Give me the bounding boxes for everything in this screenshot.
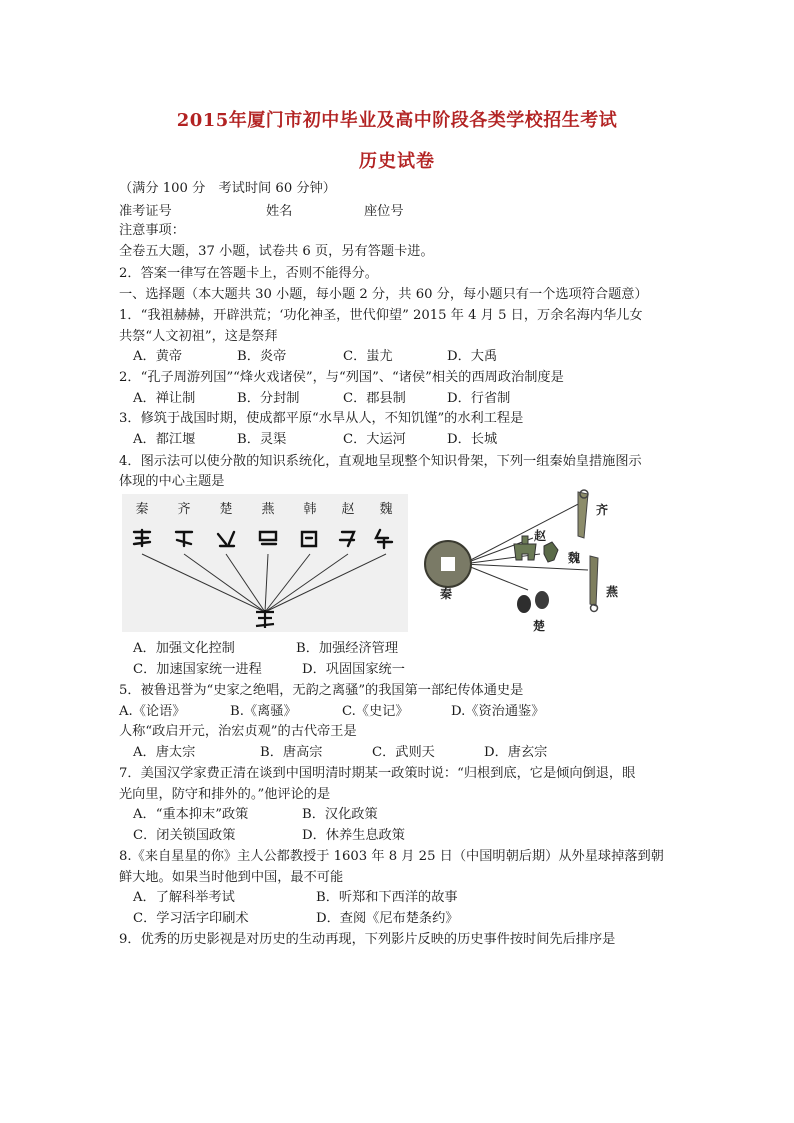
- q7-option-d: D．休养生息政策: [302, 828, 405, 843]
- q2-option-d: D．行省制: [447, 391, 511, 406]
- state-label-qin: 秦: [135, 502, 149, 517]
- q2-option-b: B．分封制: [237, 391, 300, 406]
- seat-label: 座位号: [364, 204, 404, 219]
- q5-option-d: D.《资治通鉴》: [451, 704, 545, 719]
- note-1: 全卷五大题，37 小题，试卷共 6 页，另有答题卡进。: [119, 244, 434, 259]
- q2-option-a: A．禅让制: [133, 391, 196, 406]
- exam-title: 2015年厦门市初中毕业及高中阶段各类学校招生考试: [176, 110, 618, 131]
- q6-option-c: C．武则天: [372, 745, 435, 760]
- q6-option-b: B．唐高宗: [260, 745, 323, 760]
- state-label-chu: 楚: [219, 502, 233, 517]
- q6-line1: 人称“政启开元，治宏贞观”的古代帝王是: [119, 724, 357, 739]
- q3-option-b: B．灵渠: [237, 432, 287, 447]
- q4-line2: 体现的中心主题是: [119, 474, 225, 489]
- q7-option-a: A．“重本抑末”政策: [133, 807, 249, 822]
- notes-heading: 注意事项：: [119, 223, 185, 238]
- q7-line1: 7．美国汉学家费正清在谈到中国明清时期某一政策时说：“归根到底，它是倾向倒退，眼: [119, 766, 636, 781]
- coin-label-zhao: 赵: [534, 529, 547, 543]
- coin-label-wei: 魏: [568, 551, 581, 565]
- q3-option-d: D．长城: [447, 432, 498, 447]
- q4-option-c: C．加速国家统一进程: [133, 662, 262, 677]
- q5-line1: 5．被鲁迅誉为“史家之绝唱，无韵之离骚”的我国第一部纪传体通史是: [119, 683, 524, 698]
- knife-coin-qi: [578, 490, 588, 538]
- q5-option-b: B.《离骚》: [230, 704, 297, 719]
- state-label-qi: 齐: [177, 502, 191, 517]
- state-label-han: 韩: [303, 502, 317, 517]
- section-heading: 一、选择题（本大题共 30 小题，每小题 2 分，共 60 分，每小题只有一个选项符合题意）: [119, 287, 648, 302]
- q1-option-b: B．炎帝: [237, 349, 287, 364]
- q3-option-a: A．都江堰: [133, 432, 196, 447]
- state-label-yan: 燕: [261, 502, 275, 517]
- q5-option-a: A.《论语》: [119, 704, 186, 719]
- q2-line1: 2．“孔子周游列国”“烽火戏诸侯”，与“列国”、“诸侯”相关的西周政治制度是: [119, 370, 564, 385]
- q7-line2: 光向里，防守和排外的。”他评论的是: [119, 787, 331, 802]
- q3-option-c: C．大运河: [343, 432, 406, 447]
- ant-nose-coins-chu: [517, 591, 549, 613]
- q7-option-b: B．汉化政策: [302, 807, 378, 822]
- knife-coin-yan: [590, 556, 598, 612]
- seal-script-unification-figure: [122, 494, 408, 632]
- q2-option-c: C．郡县制: [343, 391, 406, 406]
- ticket-label: 准考证号: [119, 204, 172, 219]
- exam-subtitle: 历史试卷: [359, 151, 435, 172]
- q4-option-a: A．加强文化控制: [133, 641, 235, 656]
- name-label: 姓名: [266, 204, 293, 219]
- q8-option-b: B．听郑和下西洋的故事: [316, 890, 458, 905]
- q1-option-c: C．蚩尤: [343, 349, 393, 364]
- coin-unification-figure: [418, 488, 626, 634]
- state-label-wei: 魏: [379, 502, 393, 517]
- q1-option-d: D．大禹: [447, 349, 498, 364]
- state-label-zhao: 赵: [341, 502, 355, 517]
- q1-option-a: A．黄帝: [133, 349, 183, 364]
- q3-line1: 3．修筑于战国时期，使成都平原“水旱从人，不知饥馑”的水利工程是: [119, 411, 524, 426]
- q6-option-a: A．唐太宗: [133, 745, 196, 760]
- score-time: （满分 100 分 考试时间 60 分钟）: [119, 181, 336, 196]
- q8-option-d: D．查阅《尼布楚条约》: [316, 911, 459, 926]
- note-2: 2．答案一律写在答题卡上，否则不能得分。: [119, 266, 378, 281]
- coin-label-qi: 齐: [596, 503, 609, 517]
- q8-line1: 8.《来自星星的你》主人公都教授于 1603 年 8 月 25 日（中国明朝后期）从外星球掉落到朝: [119, 849, 664, 864]
- q8-option-c: C．学习活字印刷术: [133, 911, 249, 926]
- q8-option-a: A．了解科举考试: [133, 890, 235, 905]
- q7-option-c: C．闭关锁国政策: [133, 828, 236, 843]
- ban-liang-coin: [425, 541, 471, 587]
- coin-label-chu: 楚: [533, 619, 546, 633]
- q6-option-d: D．唐玄宗: [484, 745, 548, 760]
- q5-option-c: C.《史记》: [342, 704, 409, 719]
- q4-line1: 4．图示法可以使分散的知识系统化，直观地呈现整个知识骨架，下列一组秦始皇措施图示: [119, 454, 642, 469]
- spade-coin-wei: [544, 542, 558, 562]
- q9-line1: 9．优秀的历史影视是对历史的生动再现，下列影片反映的历史事件按时间先后排序是: [119, 932, 616, 947]
- candidate-info-row: [119, 203, 404, 221]
- seal-glyph-unified: [256, 610, 274, 628]
- q4-option-b: B．加强经济管理: [296, 641, 399, 656]
- coin-label-qin: 秦: [440, 587, 453, 601]
- coin-label-yan: 燕: [606, 585, 619, 599]
- q4-option-d: D．巩固国家统一: [302, 662, 405, 677]
- q8-line2: 鲜大地。如果当时他到中国，最不可能: [119, 870, 344, 885]
- q1-line1: 1．“我祖赫赫，开辟洪荒；‘功化神圣，世代仰望” 2015 年 4 月 5 日，万余名海内华儿女: [119, 308, 643, 323]
- q1-line2: 共祭“人文初祖”，这是祭拜: [119, 329, 278, 344]
